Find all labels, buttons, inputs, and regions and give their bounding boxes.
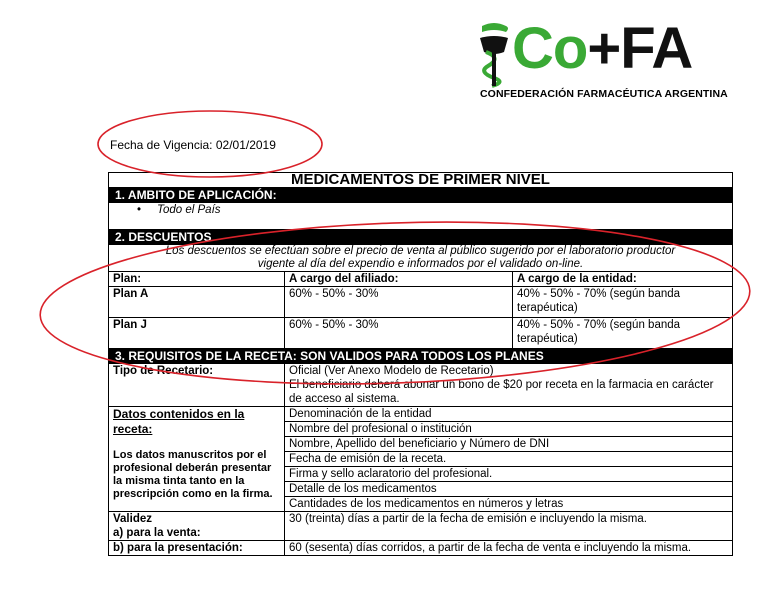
presentacion-value: 60 (sesenta) días corridos, a partir de la fecha de venta e incluyendo la misma. xyxy=(285,541,733,556)
plan-name: Plan A xyxy=(109,287,285,318)
spacer xyxy=(109,217,733,230)
fecha-vigencia: Fecha de Vigencia: 02/01/2019 xyxy=(110,138,276,152)
list-item: Cantidades de los medicamentos en números y letras xyxy=(285,497,733,512)
header-plan: Plan: xyxy=(109,272,285,287)
logo-plus: + xyxy=(587,16,621,81)
plan-entidad: 40% - 50% - 70% (según banda terapéutica) xyxy=(513,318,733,349)
header-afiliado: A cargo del afiliado: xyxy=(285,272,513,287)
presentacion-label: b) para la presentación: xyxy=(109,541,285,556)
descuentos-note-line2: vigente al día del expendio e informados por el validado on-line. xyxy=(257,258,584,270)
tipo-recetario-label: Tipo de Recetario: xyxy=(109,364,285,407)
ambito-item xyxy=(109,203,733,218)
plan-afiliado: 60% - 50% - 30% xyxy=(285,287,513,318)
table-row xyxy=(109,318,733,349)
logo-wordmark xyxy=(512,18,692,80)
plan-name: Plan J xyxy=(109,318,285,349)
section-2-header: 2. DESCUENTOS xyxy=(109,230,733,245)
plan-afiliado: 60% - 50% - 30% xyxy=(285,318,513,349)
datos-note: Los datos manuscritos por el profesional deberán presentar la misma tinta tanto en la prescripción como en la firma. xyxy=(113,449,273,500)
list-item: Firma y sello aclaratorio del profesional. xyxy=(285,467,733,482)
validez-title: Validez xyxy=(113,513,152,525)
header-entidad: A cargo de la entidad: xyxy=(513,272,733,287)
datos-label: Datos contenidos en la receta: xyxy=(113,407,245,436)
caduceus-icon xyxy=(472,18,516,88)
logo-subtitle: CONFEDERACIÓN FARMACÉUTICA ARGENTINA xyxy=(480,88,728,100)
list-item: Nombre, Apellido del beneficiario y Número de DNI xyxy=(285,437,733,452)
descuentos-note xyxy=(109,245,733,272)
title-row xyxy=(109,173,733,188)
descuentos-note-line1: Los descuentos se efectúan sobre el precio de venta al público sugerido por el laboratorio productor xyxy=(165,245,676,257)
list-item: Fecha de emisión de la receta. xyxy=(285,452,733,467)
logo-fa: FA xyxy=(620,16,693,81)
validez-venta-label: a) para la venta: xyxy=(113,527,201,539)
validez-venta-value: 30 (treinta) días a partir de la fecha de emisión e incluyendo la misma. xyxy=(285,512,733,541)
page-title: MEDICAMENTOS DE PRIMER NIVEL xyxy=(109,173,733,188)
datos-label-cell xyxy=(109,407,285,512)
tipo-recetario-line1: Oficial (Ver Anexo Modelo de Recetario) xyxy=(289,365,494,377)
tipo-recetario-line2: El beneficiario deberá abonar un bono de $20 por receta en la farmacia en carácter de acceso al sistema. xyxy=(289,379,714,405)
validez-label xyxy=(109,512,285,541)
cofa-logo xyxy=(472,16,728,106)
list-item: Denominación de la entidad xyxy=(285,407,733,422)
section-3-header: 3. REQUISITOS DE LA RECETA: SON VALIDOS PARA TODOS LOS PLANES xyxy=(109,349,733,364)
plan-entidad: 40% - 50% - 70% (según banda terapéutica) xyxy=(513,287,733,318)
list-item: Nombre del profesional o institución xyxy=(285,422,733,437)
tipo-recetario-value xyxy=(285,364,733,407)
section-1-header: 1. AMBITO DE APLICACIÓN: xyxy=(109,188,733,203)
list-item: Detalle de los medicamentos xyxy=(285,482,733,497)
table-row xyxy=(109,287,733,318)
descuentos-header-row xyxy=(109,272,733,287)
ambito-text: Todo el País xyxy=(157,204,221,216)
bullet-icon: • xyxy=(137,204,142,216)
logo-co: Co xyxy=(512,16,588,81)
medicamentos-table xyxy=(108,172,733,556)
